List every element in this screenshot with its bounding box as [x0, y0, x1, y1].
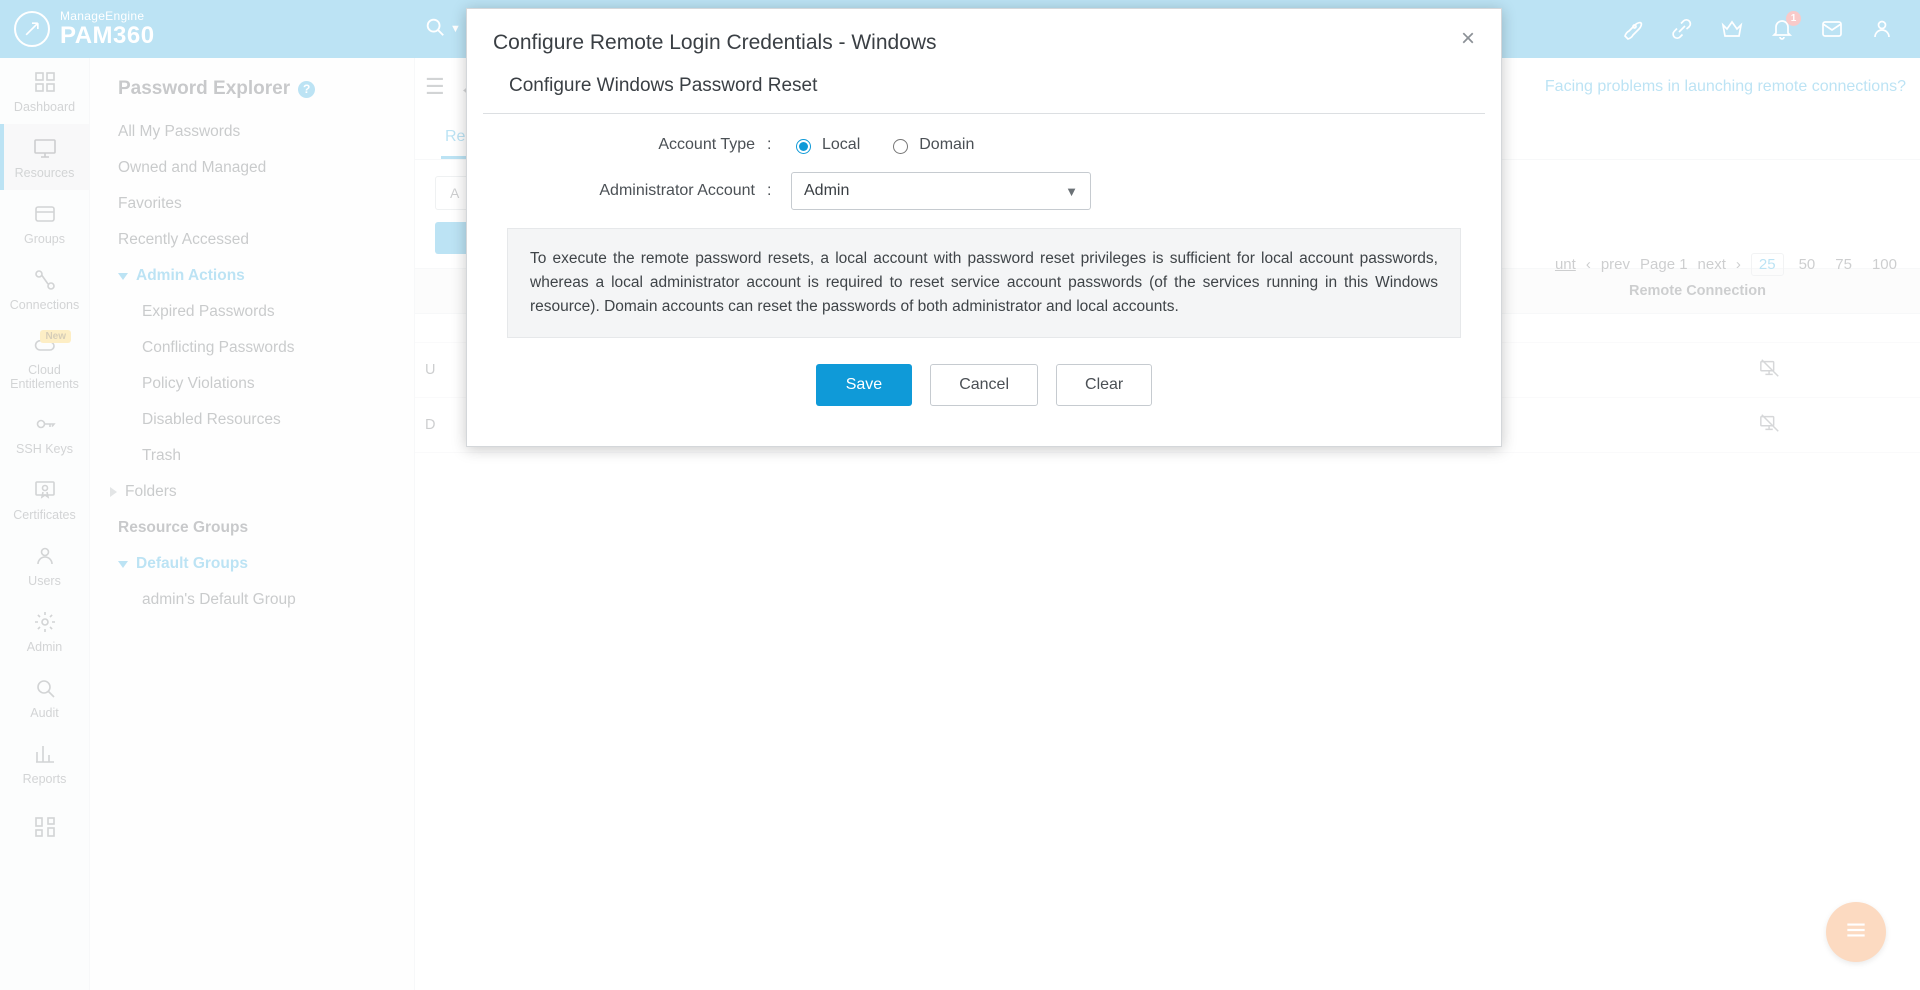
radio-domain-input[interactable] — [893, 139, 908, 154]
modal-actions — [507, 338, 1461, 436]
radio-domain-label: Domain — [919, 136, 975, 153]
account-type-radio-group — [791, 136, 974, 154]
administrator-account-colon: : — [767, 182, 772, 199]
account-type-row — [507, 136, 1461, 154]
modal-body — [467, 114, 1501, 446]
modal-subtitle: Configure Windows Password Reset — [483, 69, 1485, 114]
account-type-label: Account Type — [658, 136, 755, 153]
administrator-account-select[interactable] — [791, 172, 1091, 210]
radio-local-label: Local — [822, 136, 861, 153]
radio-local-input[interactable] — [796, 139, 811, 154]
save-button[interactable]: Save — [816, 364, 912, 406]
close-icon[interactable]: × — [1460, 25, 1475, 52]
cancel-button[interactable]: Cancel — [930, 364, 1038, 406]
modal-title: Configure Remote Login Credentials - Windows — [493, 31, 937, 54]
administrator-account-row — [507, 172, 1461, 210]
chevron-down-icon: ▼ — [1065, 183, 1078, 199]
info-note: To execute the remote password resets, a local account with password reset privileges is sufficient for local account passwords, whereas a local administrator account is required to reset service account passwords (of the services running in this Windows resource). Domain accounts can reset the passwords of both administrator and local accounts. — [507, 228, 1461, 338]
clear-button[interactable]: Clear — [1056, 364, 1152, 406]
radio-local[interactable] — [791, 136, 860, 154]
radio-domain[interactable] — [888, 136, 974, 154]
account-type-colon: : — [767, 136, 772, 153]
administrator-account-value: Admin — [804, 182, 850, 199]
administrator-account-label: Administrator Account — [599, 182, 755, 199]
configure-remote-login-modal — [466, 8, 1502, 447]
modal-header — [467, 9, 1501, 69]
